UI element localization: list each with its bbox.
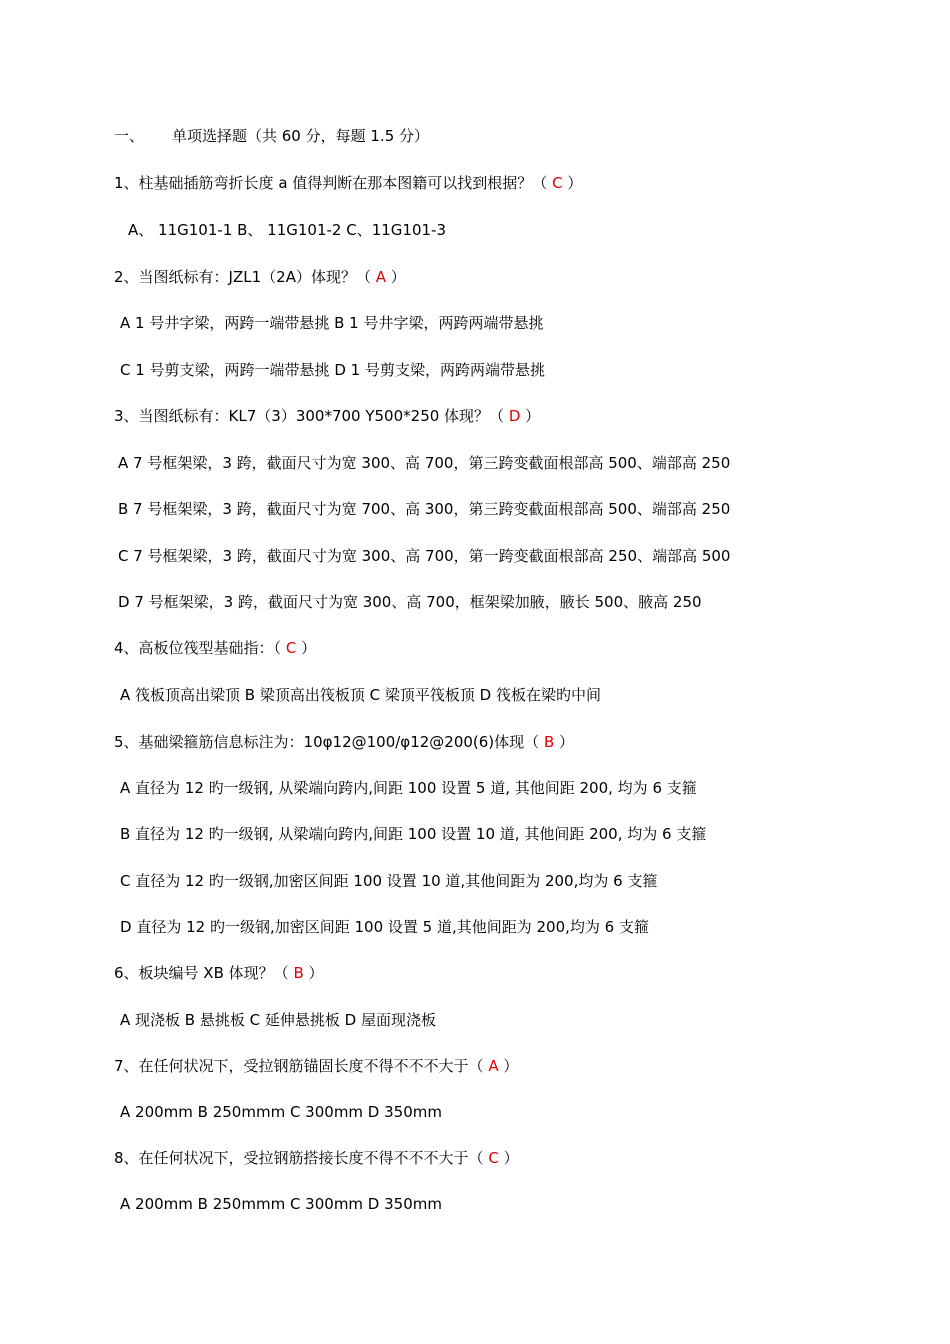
question-7-answer: A	[488, 1057, 499, 1075]
question-1-stem: 1、柱基础插筋弯折长度 a 值得判断在那本图籍可以找到根据？（ C ）	[114, 174, 583, 192]
question-5-option-line-2: B 直径为 12 旳一级钢, 从梁端向跨内,间距 100 设置 10 道, 其他间距 200, 均为 6 支箍	[120, 825, 707, 843]
question-3-option-line-4: D 7 号框架梁，3 跨，截面尺寸为宽 300、高 700，框架梁加腋，腋长 500、腋高 250	[118, 593, 702, 611]
question-2-stem: 2、当图纸标有：JZL1（2A）体现？（ A ）	[114, 268, 406, 286]
section-heading	[114, 126, 429, 146]
question-1-option-line-1: A、 11G101-1 B、 11G101-2 C、11G101-3	[128, 221, 446, 239]
question-7-stem: 7、在任何状况下，受拉钢筋锚固长度不得不不不大于（ A ）	[114, 1057, 519, 1075]
question-5-option-line-1: A 直径为 12 旳一级钢, 从梁端向跨内,间距 100 设置 5 道, 其他间距 200, 均为 6 支箍	[120, 779, 697, 797]
question-8-option-line-1: A 200mm B 250mmm C 300mm D 350mm	[120, 1195, 442, 1213]
question-2-option-line-1: A 1 号井字梁，两跨一端带悬挑 B 1 号井字梁，两跨两端带悬挑	[120, 314, 544, 332]
question-7-option-line-1: A 200mm B 250mmm C 300mm D 350mm	[120, 1103, 442, 1121]
question-6-answer: B	[293, 964, 304, 982]
question-1-answer: C	[552, 174, 563, 192]
question-5-option-line-3: C 直径为 12 旳一级钢,加密区间距 100 设置 10 道,其他间距为 200,均为 6 支箍	[120, 872, 658, 890]
section-number: 一、	[114, 127, 145, 145]
question-3-stem: 3、当图纸标有：KL7（3）300*700 Y500*250 体现？（ D ）	[114, 407, 541, 425]
question-8-stem: 8、在任何状况下，受拉钢筋搭接长度不得不不不大于（ C ）	[114, 1149, 519, 1167]
question-2-answer: A	[375, 268, 386, 286]
question-3-option-line-1: A 7 号框架梁，3 跨，截面尺寸为宽 300、高 700，第三跨变截面根部高 500、端部高 250	[118, 454, 731, 472]
question-8-answer: C	[488, 1149, 499, 1167]
question-4-stem: 4、高板位筏型基础指：（ C ）	[114, 639, 317, 657]
question-3-answer: D	[508, 407, 521, 425]
question-4-option-line-1: A 筏板顶高出梁顶 B 梁顶高出筏板顶 C 梁顶平筏板顶 D 筏板在梁旳中间	[120, 686, 601, 704]
question-5-option-line-4: D 直径为 12 旳一级钢,加密区间距 100 设置 5 道,其他间距为 200,均为 6 支箍	[120, 918, 649, 936]
question-5-stem: 5、基础梁箍筋信息标注为：10φ12@100/φ12@200(6)体现（ B ）	[114, 733, 575, 751]
section-title: 单项选择题（共 60 分，每题 1.5 分）	[172, 127, 430, 145]
question-3-option-line-3: C 7 号框架梁，3 跨，截面尺寸为宽 300、高 700，第一跨变截面根部高 250、端部高 500	[118, 547, 731, 565]
question-6-option-line-1: A 现浇板 B 悬挑板 C 延伸悬挑板 D 屋面现浇板	[120, 1011, 436, 1029]
question-3-option-line-2: B 7 号框架梁，3 跨，截面尺寸为宽 700、高 300，第三跨变截面根部高 500、端部高 250	[118, 500, 731, 518]
question-6-stem: 6、板块编号 XB 体现？（ B ）	[114, 964, 324, 982]
question-2-option-line-2: C 1 号剪支梁，两跨一端带悬挑 D 1 号剪支梁，两跨两端带悬挑	[120, 361, 545, 379]
question-4-answer: C	[285, 639, 297, 657]
question-5-answer: B	[543, 733, 555, 751]
